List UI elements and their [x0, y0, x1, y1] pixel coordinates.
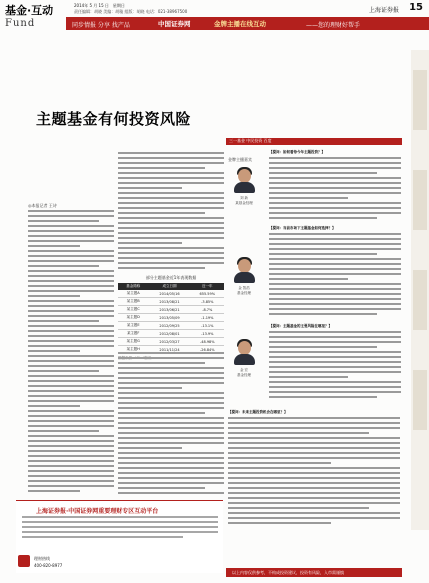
page-number: 15 — [409, 2, 423, 13]
table-row — [118, 338, 224, 346]
brand-logo-icon — [18, 555, 30, 567]
section-subtitle: Fund — [5, 18, 36, 29]
cell: 2012/08/01 — [148, 330, 190, 338]
column-header: 近一年 — [191, 283, 224, 290]
side-strip — [411, 50, 429, 530]
cell: 2013/05/09 — [148, 314, 190, 322]
cell: 2014/05/16 — [148, 290, 190, 298]
interview-qa-3 — [269, 324, 401, 401]
guest-caption: 金 智浩 基金经理 — [237, 286, 251, 295]
table-caption: 部分主题基金近1年表现数据 — [145, 275, 197, 280]
cell: -13.1% — [191, 322, 224, 330]
cell: 某主题H — [118, 346, 148, 354]
banner-portal: 中国证券网 — [158, 20, 191, 28]
cell: 某主题G — [118, 338, 148, 346]
article-column-3 — [118, 352, 224, 497]
cell: 2012/09/25 — [148, 322, 190, 330]
platform-ad — [16, 500, 223, 573]
ad-title: 上海证券报·中国证券网重要理财专区互动平台 — [36, 508, 159, 515]
column-header: 成立日期 — [148, 283, 190, 290]
cell: -13.9% — [191, 330, 224, 338]
section-title: 基金·互动 — [5, 4, 54, 17]
table-row — [118, 290, 224, 298]
cell: 2013/06/21 — [148, 306, 190, 314]
ad-contact-label: 理财热线 — [34, 556, 50, 561]
table-row — [118, 314, 224, 322]
guest-caption: 金 宏 基金经理 — [237, 368, 251, 377]
interview-qa-4 — [228, 410, 400, 527]
question: 【提问：当前市场下主题基金如何选择？】 — [269, 226, 336, 230]
question: 【提问：未来主题投资机会在哪里？】 — [228, 410, 288, 414]
table-header-row — [118, 283, 224, 290]
cell: -26.84% — [191, 346, 224, 354]
cell: 某主题D — [118, 314, 148, 322]
banner-tagline: ——您的理财好帮手 — [306, 22, 361, 29]
interview-title: 三一基金 中民投资 百度 — [226, 138, 402, 145]
guest-photo — [234, 338, 255, 365]
cell: 某主题A — [118, 290, 148, 298]
disclaimer-bar — [226, 568, 402, 577]
cell: 某主题E — [118, 322, 148, 330]
ad-phone: 400-820-8977 — [34, 563, 63, 568]
promo-banner — [66, 17, 429, 30]
disclaimer-text: 以上内容仅供参考，不构成投资建议，投资有风险，入市需谨慎 — [232, 570, 344, 575]
cell: 某主题F — [118, 330, 148, 338]
interview-panel — [226, 138, 402, 527]
cell: 655.59% — [191, 290, 224, 298]
interview-subtitle: 金牌主播嘉宾 — [228, 157, 252, 162]
interview-qa-2 — [269, 226, 401, 318]
question: 【提问：主题基金的主要风险在哪里？】 — [269, 324, 332, 328]
table-row — [118, 298, 224, 306]
table-row — [118, 330, 224, 338]
guest-caption: 刘 新 某基金经理 — [235, 196, 253, 205]
paper-name: 上海证券报 — [368, 7, 399, 14]
cell: 2012/03/27 — [148, 338, 190, 346]
cell: -1.19% — [191, 314, 224, 322]
article-column-2 — [118, 152, 224, 272]
article-column-1 — [28, 210, 114, 495]
column-header: 基金简称 — [118, 283, 148, 290]
cell: -8.7% — [191, 306, 224, 314]
editor-line: 责任编辑：胡晓 美编：胡璇 组版：胡晓 电话：021-38967500 — [74, 9, 188, 14]
guest-photo — [234, 166, 255, 193]
cell: -3.85% — [191, 298, 224, 306]
interview-qa-1 — [269, 150, 401, 222]
cell: 2013/08/21 — [148, 298, 190, 306]
cell: -48.98% — [191, 338, 224, 346]
fund-performance-table — [118, 275, 224, 361]
cell: 某主题B — [118, 298, 148, 306]
question: 【提问：如何看待今年主题投资？】 — [269, 150, 325, 154]
banner-brand: 金牌主播在线互动 — [214, 20, 266, 28]
dateline: 2014年 5 月 15 日 星期日 — [74, 3, 125, 8]
article-headline: 主题基金有何投资风险 — [36, 110, 192, 128]
table-row — [118, 322, 224, 330]
banner-slogan: 同步情报 分享 找产品 — [72, 22, 130, 29]
cell: 2011/11/24 — [148, 346, 190, 354]
article-byline: ◎本报记者 王诗 — [28, 203, 57, 208]
guest-photo — [234, 256, 255, 283]
cell: 某主题C — [118, 306, 148, 314]
table-row — [118, 306, 224, 314]
